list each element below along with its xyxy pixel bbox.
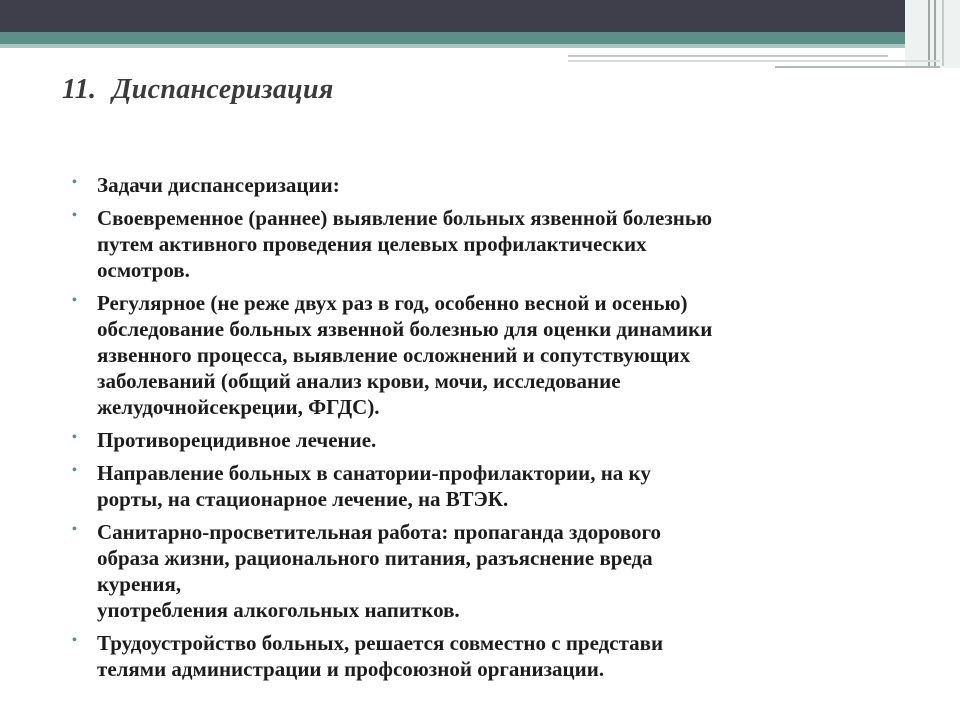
- header-bar: [0, 0, 960, 32]
- slide-title-number: 11.: [62, 74, 97, 105]
- list-item-text-line: заболеваний (общий анализ крови, мочи, исследование: [97, 369, 621, 393]
- bullet-icon: •: [72, 175, 77, 190]
- header-accent-band: [0, 32, 905, 44]
- list-item: [72, 172, 892, 198]
- list-item-text-line: телями администрации и профсоюзной организации.: [97, 657, 605, 681]
- corner-stripe: [928, 0, 930, 66]
- header-corner-block: [905, 0, 960, 68]
- list-item: [72, 519, 892, 623]
- bullet-icon: •: [72, 430, 77, 445]
- decorative-rule: [568, 55, 888, 57]
- list-item-text-line: употребления алкогольных напитков.: [97, 598, 460, 622]
- corner-stripe: [934, 0, 936, 66]
- list-item-text-line: желудочнойсекреции, ФГДС).: [97, 395, 380, 419]
- decorative-rule: [775, 66, 940, 68]
- header-accent-light: [0, 44, 905, 48]
- bullet-icon: •: [72, 293, 77, 308]
- list-item-text-line: язвенного процесса, выявление осложнений и сопутствующих: [97, 343, 691, 367]
- list-item-text-line: Трудоустройство больных, решается совместно с представи: [97, 631, 664, 655]
- bullet-icon: •: [72, 208, 77, 223]
- list-item: [72, 630, 892, 682]
- list-item-text-line: курения,: [97, 572, 182, 596]
- list-item-text-line: образа жизни, рационального питания, разъяснение вреда: [97, 546, 653, 570]
- list-item-text-line: рорты, на стационарное лечение, на ВТЭК.: [97, 487, 509, 511]
- corner-stripe: [942, 0, 944, 66]
- bullet-icon: •: [72, 463, 77, 478]
- list-item-text-line: путем активного проведения целевых профилактических: [97, 232, 647, 256]
- list-item-text-line: Регулярное (не реже двух раз в год, особенно весной и осенью): [97, 291, 688, 315]
- list-item-text-line: осмотров.: [97, 258, 190, 282]
- bullet-icon: •: [72, 522, 77, 537]
- list-item: [72, 427, 892, 453]
- list-item-text-line: Санитарно-просветительная работа: пропаганда здорового: [97, 520, 661, 544]
- list-item-text-line: Противорецидивное лечение.: [97, 428, 377, 452]
- list-item-text-line: Направление больных в санатории-профилактории, на ку: [97, 461, 651, 485]
- list-item-text-line: обследование больных язвенной болезнью для оценки динамики: [97, 317, 713, 341]
- bullet-icon: •: [72, 633, 77, 648]
- list-item-text-line: Задачи диспансеризации:: [97, 173, 340, 197]
- list-item: [72, 205, 892, 283]
- decorative-rule: [568, 60, 940, 62]
- slide-title-text: Диспансеризация: [112, 74, 334, 105]
- slide-title: [62, 74, 334, 106]
- list-item: [72, 290, 892, 420]
- list-item: [72, 460, 892, 512]
- list-item-text-line: Своевременное (раннее) выявление больных язвенной болезнью: [97, 206, 713, 230]
- bullet-list: [72, 172, 892, 689]
